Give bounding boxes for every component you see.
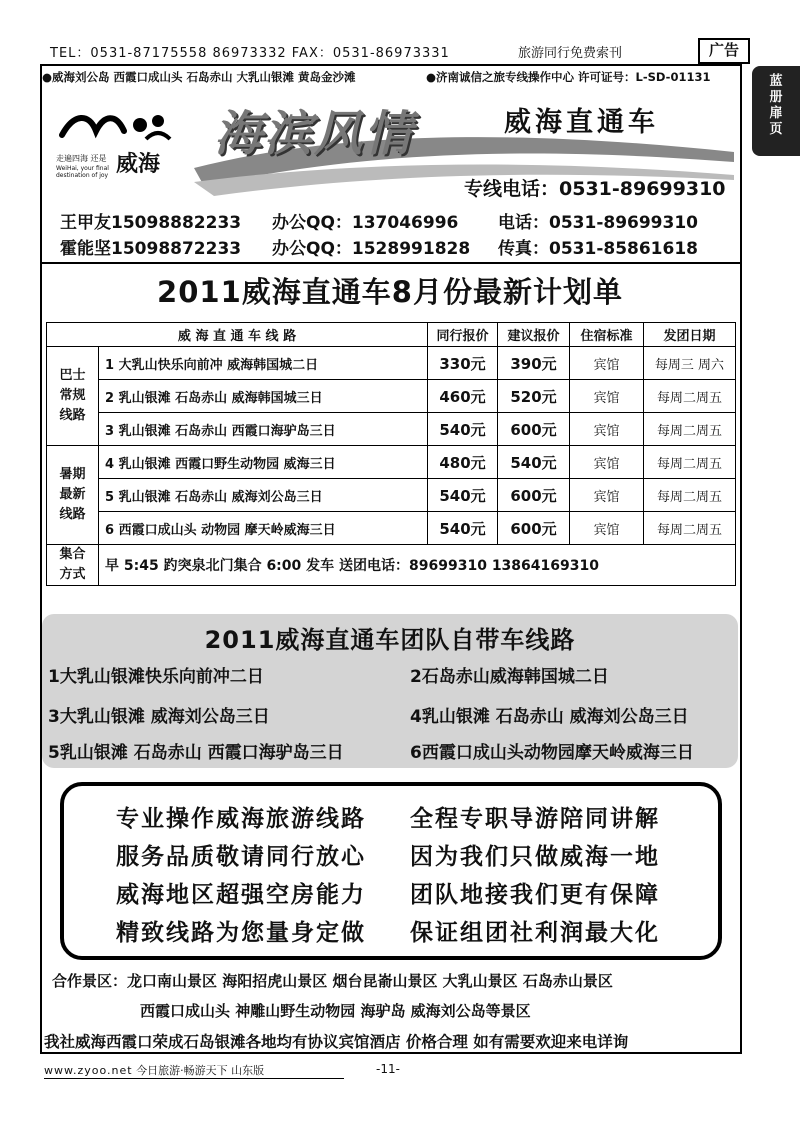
peer-price-cell: 460元 [428,380,498,413]
stay-cell: 宾馆 [570,413,644,446]
route-cell: 5 乳山银滩 石岛赤山 威海刘公岛三日 [99,479,428,512]
table-row [47,446,736,479]
promo-line: 服务品质敬请同行放心 [116,844,366,870]
contact-fax: 传真：0531-85861618 [498,239,698,259]
suggest-price-cell: 600元 [498,512,570,545]
group-label-summer [47,446,99,545]
selfdrive-item: 2石岛赤山威海韩国城二日 [410,667,609,687]
promo-box [60,782,722,960]
header-route: 威 海 直 通 车 线 路 [47,323,428,347]
group-label-assemble [47,545,99,586]
selfdrive-section [42,614,738,768]
dates-cell: 每周二周五 [644,479,736,512]
promo-line: 专业操作威海旅游线路 [116,806,366,832]
header-contact-line: TEL：0531-87175558 86973332 FAX：0531-86973331 [50,46,450,61]
sub-left-text: ●威海刘公岛 西霞口成山头 石岛赤山 大乳山银滩 黄岛金沙滩 [42,70,356,84]
brand-title-right: 威海直通车 [504,107,659,138]
suggest-price-cell: 540元 [498,446,570,479]
group-label-text: 巴士 常规 线路 [59,368,86,423]
weihai-logo [54,105,204,185]
logo-mark-icon [54,105,204,149]
footer-slogan: 今日旅游·畅游天下 山东版 [136,1064,265,1077]
contact-name: 霍能坚15098872233 [60,239,242,259]
assemble-info: 早 5:45 趵突泉北门集合 6:00 发车 送团电话：89699310 13864169310 [99,545,736,586]
stay-cell: 宾馆 [570,512,644,545]
table-row [47,380,736,413]
table-row [47,512,736,545]
route-cell: 1 大乳山快乐向前冲 威海韩国城二日 [99,347,428,380]
peer-price-cell: 480元 [428,446,498,479]
logo-slogan-en: WeiHai, your final destination of joy [56,165,109,179]
selfdrive-item: 5乳山银滩 石岛赤山 西霞口海驴岛三日 [48,743,344,763]
suggest-price-cell: 600元 [498,479,570,512]
sub-header-bar [42,66,740,88]
promo-line: 精致线路为您量身定做 [116,920,366,946]
table-row [47,479,736,512]
contact-qq: 办公QQ：1528991828 [272,239,471,259]
promo-line: 因为我们只做威海一地 [410,844,660,870]
route-cell: 6 西霞口成山头 动物园 摩天岭威海三日 [99,512,428,545]
suggest-price-cell: 520元 [498,380,570,413]
partner-line-3: 我社威海西霞口荣成石岛银滩各地均有协议宾馆酒店 价格合理 如有需要欢迎来电详询 [44,1033,629,1051]
peer-price-cell: 540元 [428,479,498,512]
footer [44,1062,734,1078]
divider [42,262,740,264]
dates-cell: 每周二周五 [644,380,736,413]
dates-cell: 每周三 周六 [644,347,736,380]
stay-cell: 宾馆 [570,380,644,413]
suggest-price-cell: 600元 [498,413,570,446]
promo-line: 保证组团社利润最大化 [410,920,660,946]
dates-cell: 每周二周五 [644,413,736,446]
selfdrive-item: 6西霞口成山头动物园摩天岭威海三日 [410,743,694,763]
suggest-price-cell: 390元 [498,347,570,380]
plan-table [46,322,736,586]
peer-price-cell: 330元 [428,347,498,380]
page-number: -11- [376,1062,400,1076]
footer-divider [44,1078,344,1079]
partner-line-1: 合作景区：龙口南山景区 海阳招虎山景区 烟台昆嵛山景区 大乳山景区 石岛赤山景区 [52,972,613,990]
stay-cell: 宾馆 [570,446,644,479]
promo-line: 团队地接我们更有保障 [410,882,660,908]
dates-cell: 每周二周五 [644,446,736,479]
group-label-text: 集合 方式 [59,547,86,582]
header-stay: 住宿标准 [570,323,644,347]
contacts-block [60,208,740,258]
brand-title-main: 海滨风情 [214,106,415,162]
sub-right-text: ●济南诚信之旅专线操作中心 许可证号：L-SD-01131 [426,70,711,84]
header-suggest-price: 建议报价 [498,323,570,347]
promo-line: 全程专职导游陪同讲解 [410,806,660,832]
promo-line: 威海地区超强空房能力 [116,882,366,908]
side-tab [752,66,800,156]
route-cell: 3 乳山银滩 石岛赤山 西霞口海驴岛三日 [99,413,428,446]
logo-text: 威海 [116,152,161,177]
table-row [47,347,736,380]
header-index-label: 旅游同行免费索刊 [518,46,623,61]
logo-slogan-cn: 走遍四海 还是 [56,154,107,163]
brand-area [44,90,738,210]
contact-phone: 电话：0531-89699310 [498,213,698,233]
route-cell: 4 乳山银滩 西霞口野生动物园 威海三日 [99,446,428,479]
dates-cell: 每周二周五 [644,512,736,545]
hotline: 专线电话：0531-89699310 [464,178,726,200]
partner-line-2: 西霞口成山头 神雕山野生动物园 海驴岛 威海刘公岛等景区 [140,1002,531,1020]
side-tab-label: 蓝册扉页 [769,74,783,137]
plan-title: 2011威海直通车8月份最新计划单 [157,275,623,309]
group-label-bus [47,347,99,446]
stay-cell: 宾馆 [570,347,644,380]
selfdrive-item: 3大乳山银滩 威海刘公岛三日 [48,707,270,727]
table-header-row [47,323,736,347]
top-contact-bar [50,42,740,64]
selfdrive-title: 2011威海直通车团队自带车线路 [204,626,576,654]
header-peer-price: 同行报价 [428,323,498,347]
peer-price-cell: 540元 [428,512,498,545]
ad-tag: 广告 [698,38,750,64]
contact-name: 王甲友15098882233 [60,213,242,233]
footer-site: www.zyoo.net [44,1064,133,1077]
selfdrive-item: 1大乳山银滩快乐向前冲二日 [48,667,264,687]
stay-cell: 宾馆 [570,479,644,512]
table-row [47,413,736,446]
contact-qq: 办公QQ：137046996 [272,213,459,233]
route-cell: 2 乳山银滩 石岛赤山 威海韩国城三日 [99,380,428,413]
peer-price-cell: 540元 [428,413,498,446]
selfdrive-item: 4乳山银滩 石岛赤山 威海刘公岛三日 [410,707,689,727]
header-dates: 发团日期 [644,323,736,347]
group-label-text: 暑期 最新 线路 [59,467,86,522]
table-row-assemble [47,545,736,586]
